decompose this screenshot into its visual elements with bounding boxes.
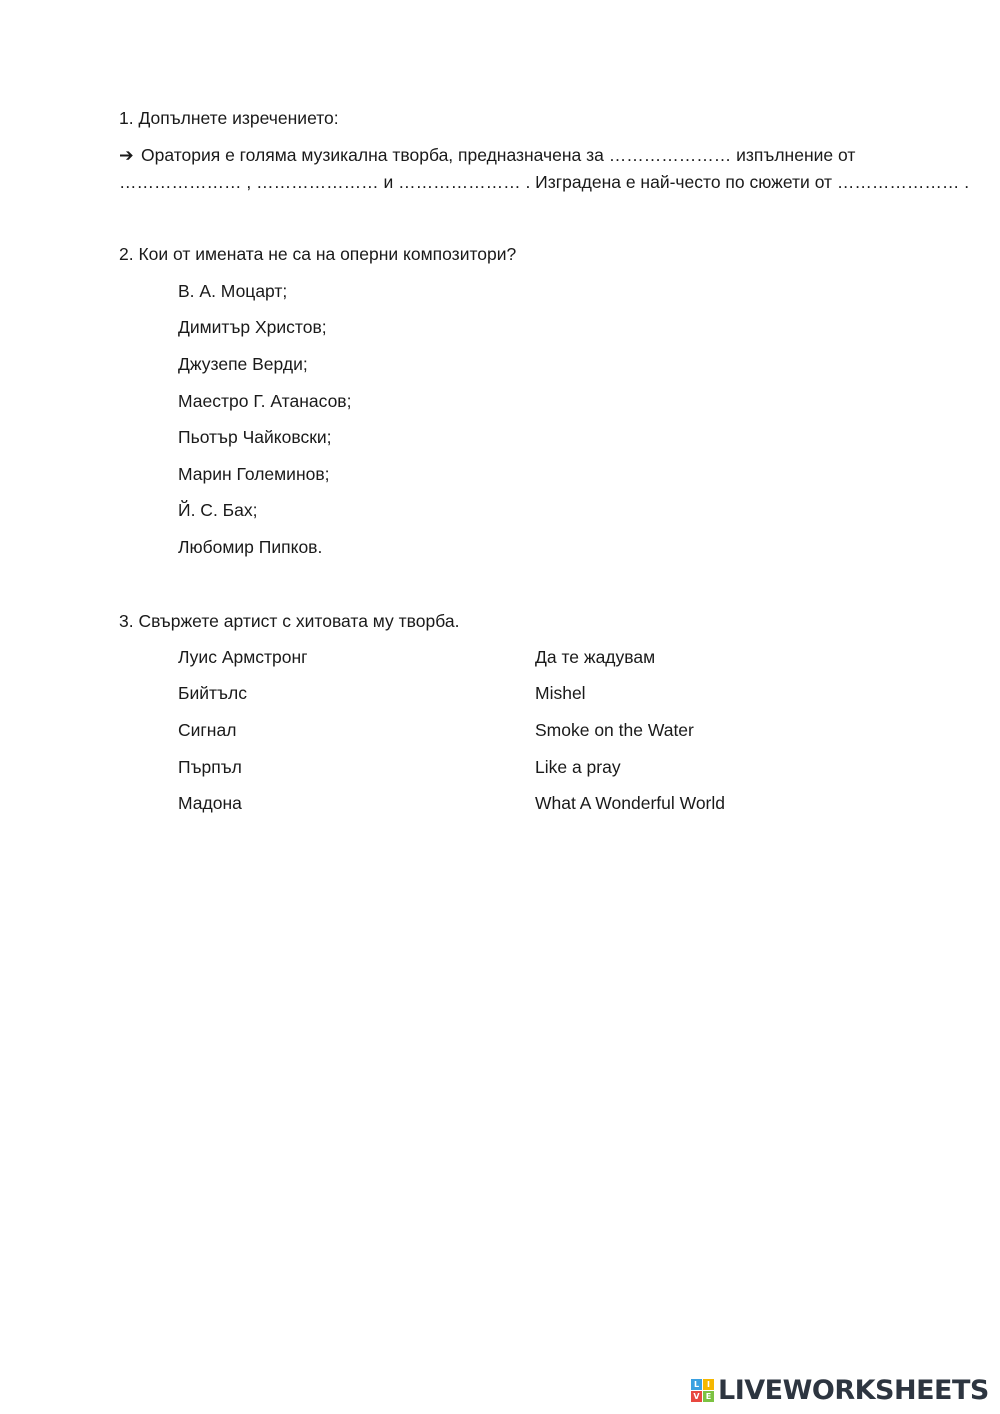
logo-text: LIVEWORKSHEETS bbox=[718, 1374, 989, 1406]
logo-grid-cell: E bbox=[703, 1391, 714, 1402]
artist-item[interactable]: Бийтълс bbox=[178, 683, 247, 703]
question-2-title: 2. Кои от имената не са на оперни композитори? bbox=[119, 244, 517, 264]
song-item[interactable]: Да те жадувам bbox=[535, 647, 656, 667]
question-1-sentence-part-2: ………………… , ………………… и ………………… . Изградена е най-често по сюжети от ………………… . bbox=[119, 172, 970, 192]
logo-grid-cell: I bbox=[703, 1379, 714, 1390]
logo-grid-cell: L bbox=[691, 1379, 702, 1390]
composer-item: Й. С. Бах; bbox=[178, 500, 258, 520]
composer-item: Марин Големинов; bbox=[178, 464, 330, 484]
logo-grid-icon bbox=[691, 1379, 714, 1402]
composer-item: Маестро Г. Атанасов; bbox=[178, 391, 352, 411]
question-1-line-1 bbox=[119, 145, 855, 166]
song-item[interactable]: What A Wonderful World bbox=[535, 793, 725, 813]
composer-item: Джузепе Верди; bbox=[178, 354, 308, 374]
artist-item[interactable]: Сигнал bbox=[178, 720, 237, 740]
song-item[interactable]: Like a pray bbox=[535, 757, 621, 777]
arrow-right-icon: ➔ bbox=[119, 145, 134, 165]
song-item[interactable]: Smoke on the Water bbox=[535, 720, 694, 740]
composer-item: Любомир Пипков. bbox=[178, 537, 323, 557]
question-1-title: 1. Допълнете изречението: bbox=[119, 108, 339, 128]
song-item[interactable]: Mishel bbox=[535, 683, 586, 703]
artist-item[interactable]: Мадона bbox=[178, 793, 242, 813]
composer-item: Димитър Христов; bbox=[178, 317, 327, 337]
question-1-sentence-part-1: Оратория е голяма музикална творба, предназначена за ………………… изпълнение от bbox=[141, 145, 856, 165]
composer-item: Пьотър Чайковски; bbox=[178, 427, 332, 447]
artist-item[interactable]: Пърпъл bbox=[178, 757, 242, 777]
artist-item[interactable]: Луис Армстронг bbox=[178, 647, 308, 667]
logo-grid-cell: V bbox=[691, 1391, 702, 1402]
liveworksheets-logo bbox=[691, 1374, 989, 1406]
question-3-title: 3. Свържете артист с хитовата му творба. bbox=[119, 611, 460, 631]
composer-item: В. А. Моцарт; bbox=[178, 281, 288, 301]
